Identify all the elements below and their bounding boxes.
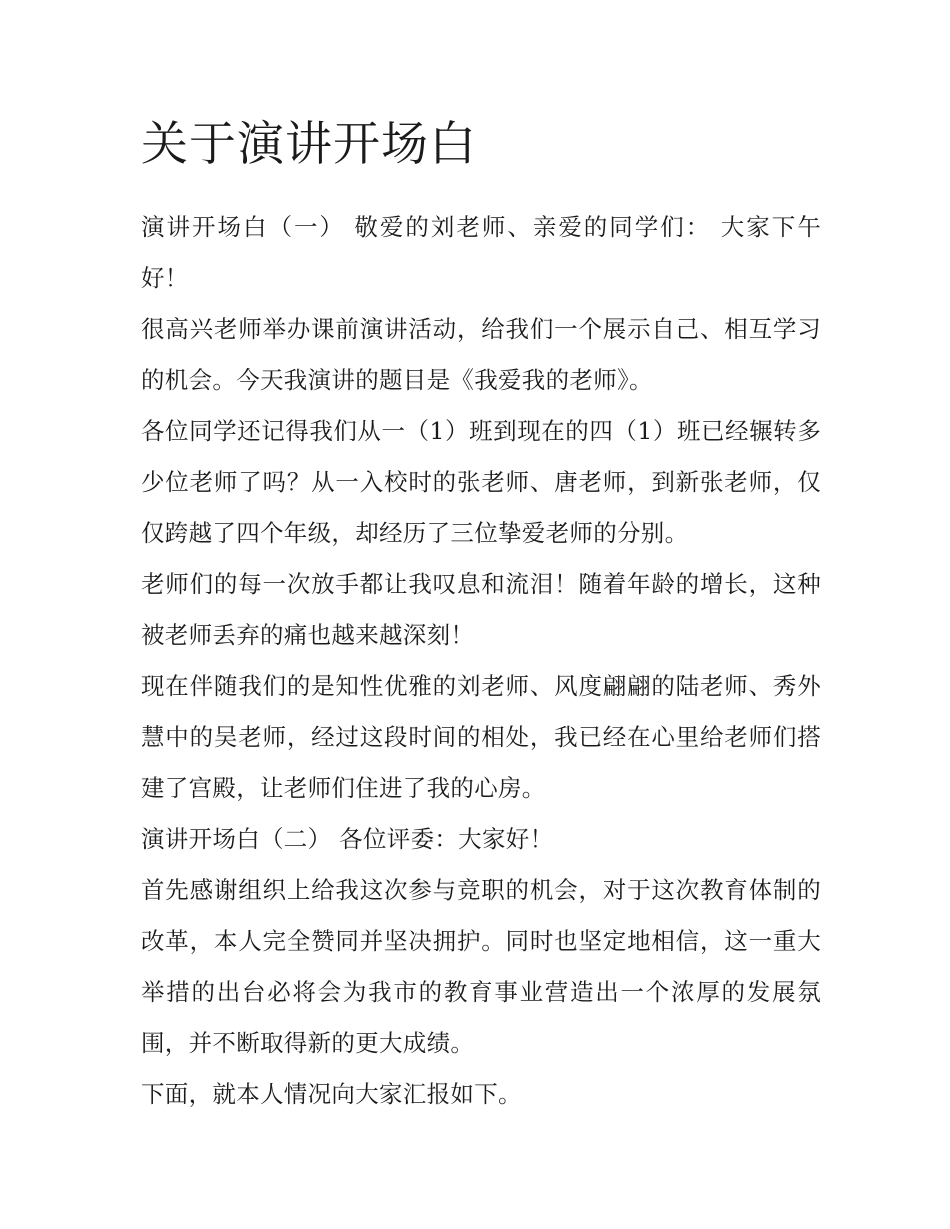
paragraph-report: 下面，就本人情况向大家汇报如下。 (141, 1080, 522, 1108)
document-body (141, 112, 821, 1120)
paragraph-current-teachers: 现在伴随我们的是知性优雅的刘老师、风度翩翩的陆老师、秀外慧中的吴老师，经过这段时间的相处，我已经在心里给老师们搭建了宫殿，让老师们住进了我的心房。 (141, 672, 821, 802)
paragraph-reform: 首先感谢组织上给我这次参与竞职的机会，对于这次教育体制的改革，本人完全赞同并坚决拥护。同时也坚定地相信，这一重大举措的出台必将会为我市的教育事业营造出一个浓厚的发展氛围，并不断取得新的更大成绩。 (141, 876, 821, 1057)
paragraph-activity: 很高兴老师举办课前演讲活动，给我们一个展示自己、相互学习的机会。今天我演讲的题目是《我爱我的老师》。 (141, 315, 821, 394)
paragraph-feelings: 老师们的每一次放手都让我叹息和流泪！随着年龄的增长，这种被老师丢弃的痛也越来越深刻！ (141, 570, 821, 649)
paragraph-opening-two: 演讲开场白（二） 各位评委：大家好！ (141, 825, 554, 853)
paragraph-opening-one: 演讲开场白（一） 敬爱的刘老师、亲爱的同学们： 大家下午好！ (141, 213, 821, 292)
paragraph-teachers-history: 各位同学还记得我们从一（1）班到现在的四（1）班已经辗转多少位老师了吗？从一入校时的张老师、唐老师，到新张老师，仅仅跨越了四个年级，却经历了三位挚爱老师的分别。 (141, 417, 821, 547)
document-title: 关于演讲开场白 (141, 117, 477, 172)
